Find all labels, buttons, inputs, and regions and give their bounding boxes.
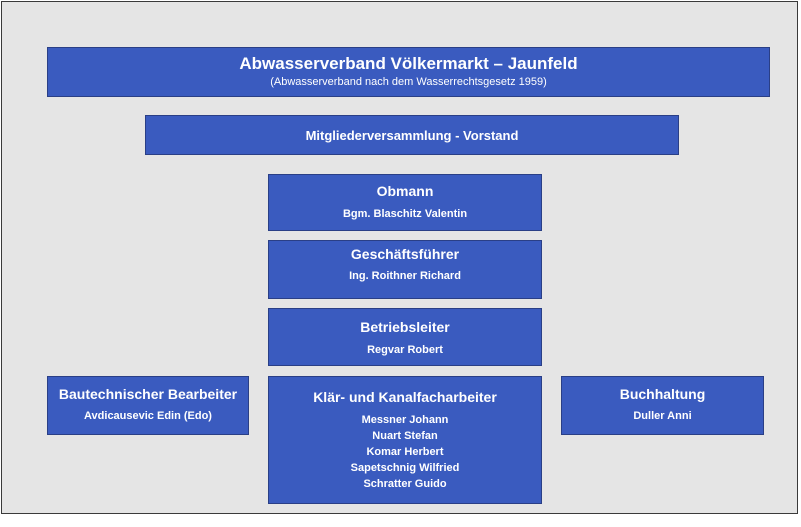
worker-name: Sapetschnig Wilfried bbox=[350, 462, 460, 474]
plant-manager-role: Betriebsleiter bbox=[360, 319, 450, 335]
organization-name: Abwasserverband Völkermarkt – Jaunfeld bbox=[239, 54, 578, 73]
chairman-role: Obmann bbox=[376, 183, 434, 199]
chart-background bbox=[1, 1, 798, 514]
worker-name: Messner Johann bbox=[361, 414, 449, 426]
technical-staff-person: Avdicausevic Edin (Edo) bbox=[84, 410, 212, 422]
plant-manager-box bbox=[268, 308, 542, 366]
managing-director-box bbox=[268, 240, 542, 299]
plant-manager-person: Regvar Robert bbox=[367, 344, 443, 356]
workers-box bbox=[268, 376, 542, 504]
accounting-person: Duller Anni bbox=[633, 410, 692, 422]
organization-title-box bbox=[47, 47, 770, 97]
accounting-box bbox=[561, 376, 764, 435]
assembly-box bbox=[145, 115, 679, 155]
workers-role: Klär- und Kanalfacharbeiter bbox=[313, 389, 497, 405]
worker-name: Nuart Stefan bbox=[372, 430, 438, 442]
chairman-person: Bgm. Blaschitz Valentin bbox=[342, 208, 468, 220]
workers-list bbox=[269, 412, 541, 492]
organization-subtitle: (Abwasserverband nach dem Wasserrechtsgesetz 1959) bbox=[270, 76, 547, 88]
assembly-label: Mitgliederversammlung - Vorstand bbox=[305, 128, 519, 143]
worker-name: Schratter Guido bbox=[363, 478, 447, 490]
technical-staff-box bbox=[47, 376, 249, 435]
chairman-box bbox=[268, 174, 542, 231]
worker-name: Komar Herbert bbox=[366, 446, 444, 458]
managing-director-role: Geschäftsführer bbox=[350, 246, 460, 262]
managing-director-person: Ing. Roithner Richard bbox=[349, 270, 461, 282]
technical-staff-role: Bautechnischer Bearbeiter bbox=[58, 386, 238, 402]
accounting-role: Buchhaltung bbox=[619, 386, 706, 402]
